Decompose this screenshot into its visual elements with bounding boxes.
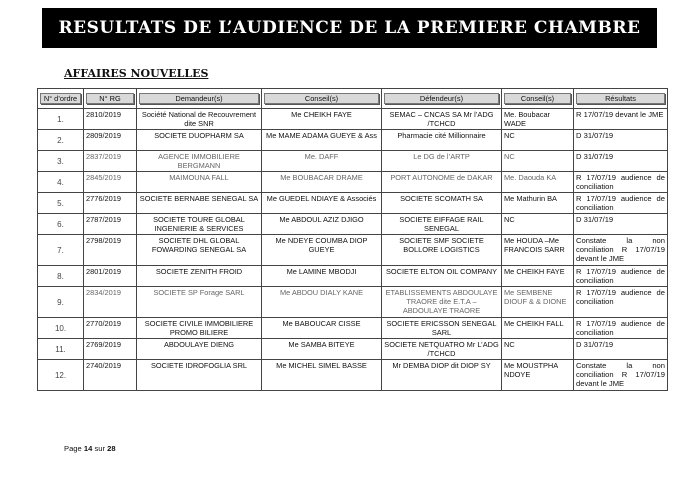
cell-demandeur: AGENCE IMMOBILIERE BERGMANN — [137, 151, 262, 172]
cell-num: 10. — [38, 318, 84, 339]
cell-defendeur: SOCIETE ERICSSON SENEGAL SARL — [382, 318, 502, 339]
cell-conseil-dem: Me BOUBACAR DRAME — [262, 172, 382, 193]
footer-prefix: Page — [64, 444, 82, 453]
cell-conseil-def: Me Mathurin BA — [502, 193, 574, 214]
cell-conseil-def: Me HOUDA –Me FRANCOIS SARR — [502, 235, 574, 266]
cell-rg: 2769/2019 — [84, 339, 137, 360]
cell-defendeur: PORT AUTONOME de DAKAR — [382, 172, 502, 193]
col-header-demandeur: Demandeur(s) — [137, 89, 262, 109]
cell-conseil-dem: Me CHEIKH FAYE — [262, 109, 382, 130]
cell-resultat: Constate la non conciliation R 17/07/19 devant le JME — [574, 360, 668, 391]
table-row — [38, 193, 668, 214]
cell-conseil-dem: Me BABOUCAR CISSE — [262, 318, 382, 339]
table-row — [38, 151, 668, 172]
cell-rg: 2809/2019 — [84, 130, 137, 151]
col-header-defendeur: Défendeur(s) — [382, 89, 502, 109]
col-header-conseil-def: Conseil(s) — [502, 89, 574, 109]
cell-rg: 2801/2019 — [84, 266, 137, 287]
col-header-rg: N° RG — [84, 89, 137, 109]
cell-defendeur: SOCIETE EIFFAGE RAIL SENEGAL — [382, 214, 502, 235]
table-row — [38, 339, 668, 360]
table-row — [38, 235, 668, 266]
table-row — [38, 109, 668, 130]
cell-demandeur: SOCIETE ZENITH FROID — [137, 266, 262, 287]
cell-resultat: R 17/07/19 audience de conciliation — [574, 318, 668, 339]
cell-rg: 2837/2019 — [84, 151, 137, 172]
cell-rg: 2798/2019 — [84, 235, 137, 266]
cell-conseil-dem: Me ABDOU DIALY KANE — [262, 287, 382, 318]
page-footer — [64, 444, 116, 453]
table-row — [38, 130, 668, 151]
cell-resultat: Constate la non conciliation R 17/07/19 devant le JME — [574, 235, 668, 266]
footer-page: 14 — [83, 444, 93, 453]
cell-resultat: D 31/07/19 — [574, 339, 668, 360]
cell-rg: 2787/2019 — [84, 214, 137, 235]
cell-demandeur: SOCIETE TOURE GLOBAL INGENIERIE & SERVICES — [137, 214, 262, 235]
col-header-resultats: Résultats — [574, 89, 668, 109]
cell-resultat: R 17/07/19 devant le JME — [574, 109, 668, 130]
cell-num: 6. — [38, 214, 84, 235]
cell-conseil-dem: Me. DAFF — [262, 151, 382, 172]
cell-num: 3. — [38, 151, 84, 172]
table-row — [38, 287, 668, 318]
cell-resultat: R 17/07/19 audience de conciliation — [574, 266, 668, 287]
cell-conseil-def: Me MOUSTPHA NDOYE — [502, 360, 574, 391]
col-header-num: N° d’ordre — [38, 89, 84, 109]
cell-conseil-def: NC — [502, 130, 574, 151]
footer-sep: sur — [94, 444, 106, 453]
footer-total: 28 — [107, 444, 116, 453]
cell-demandeur: Société National de Recouvrement dite SNR — [137, 109, 262, 130]
cell-resultat: D 31/07/19 — [574, 130, 668, 151]
cell-conseil-dem: Me GUEDEL NDIAYE & Associés — [262, 193, 382, 214]
cell-num: 12. — [38, 360, 84, 391]
cell-num: 4. — [38, 172, 84, 193]
cell-demandeur: MAIMOUNA FALL — [137, 172, 262, 193]
cell-conseil-def: Me SEMBENE DIOUF & & DIONE — [502, 287, 574, 318]
cell-conseil-dem: Me MAME ADAMA GUEYE & Ass — [262, 130, 382, 151]
cell-conseil-def: NC — [502, 151, 574, 172]
cell-resultat: D 31/07/19 — [574, 214, 668, 235]
cell-defendeur: SOCIETE ELTON OIL COMPANY — [382, 266, 502, 287]
col-header-conseil-dem: Conseil(s) — [262, 89, 382, 109]
cell-defendeur: SOCIETE SCOMATH SA — [382, 193, 502, 214]
cell-conseil-dem: Me SAMBA BITEYE — [262, 339, 382, 360]
cell-rg: 2845/2019 — [84, 172, 137, 193]
table-row — [38, 266, 668, 287]
cell-num: 7. — [38, 235, 84, 266]
cell-num: 5. — [38, 193, 84, 214]
cell-conseil-def: Me CHEIKH FALL — [502, 318, 574, 339]
results-table — [37, 88, 668, 391]
page-banner-title: RESULTATS DE L’AUDIENCE DE LA PREMIERE CHAMBRE — [42, 8, 657, 48]
cell-rg: 2810/2019 — [84, 109, 137, 130]
cell-demandeur: SOCIETE BERNABE SENEGAL SA — [137, 193, 262, 214]
cell-num: 9. — [38, 287, 84, 318]
table-row — [38, 214, 668, 235]
table-row — [38, 360, 668, 391]
table-row — [38, 318, 668, 339]
cell-demandeur: SOCIETE IDROFOGLIA SRL — [137, 360, 262, 391]
cell-resultat: R 17/07/19 audience de conciliation — [574, 287, 668, 318]
cell-resultat: D 31/07/19 — [574, 151, 668, 172]
cell-conseil-def: NC — [502, 339, 574, 360]
cell-defendeur: SOCIETE NETQUATRO Mr L’ADG /TCHCD — [382, 339, 502, 360]
cell-rg: 2740/2019 — [84, 360, 137, 391]
cell-conseil-def: Me. Boubacar WADE — [502, 109, 574, 130]
cell-rg: 2776/2019 — [84, 193, 137, 214]
cell-demandeur: SOCIETE CIVILE IMMOBILIERE PROMO BILIERE — [137, 318, 262, 339]
cell-demandeur: SOCIETE DUOPHARM SA — [137, 130, 262, 151]
cell-resultat: R 17/07/19 audience de conciliation — [574, 172, 668, 193]
cell-resultat: R 17/07/19 audience de conciliation — [574, 193, 668, 214]
cell-num: 8. — [38, 266, 84, 287]
cell-conseil-def: Me. Daouda KA — [502, 172, 574, 193]
cell-rg: 2834/2019 — [84, 287, 137, 318]
cell-demandeur: SOCIETE DHL GLOBAL FOWARDING SENEGAL SA — [137, 235, 262, 266]
cell-num: 11. — [38, 339, 84, 360]
cell-conseil-dem: Me LAMINE MBODJI — [262, 266, 382, 287]
cell-defendeur: SOCIETE SMF SOCIETE BOLLORE LOGISTICS — [382, 235, 502, 266]
cell-demandeur: ABDOULAYE DIENG — [137, 339, 262, 360]
cell-num: 2. — [38, 130, 84, 151]
table-header-row — [38, 89, 668, 109]
cell-defendeur: Pharmacie cité Millionnaire — [382, 130, 502, 151]
cell-demandeur: SOCIETE SP Forage SARL — [137, 287, 262, 318]
cell-conseil-dem: Me MICHEL SIMEL BASSE — [262, 360, 382, 391]
cell-num: 1. — [38, 109, 84, 130]
cell-defendeur: Mr DEMBA DIOP dit DIOP SY — [382, 360, 502, 391]
cell-conseil-dem: Me ABDOUL AZIZ DJIGO — [262, 214, 382, 235]
cell-rg: 2770/2019 — [84, 318, 137, 339]
cell-conseil-dem: Me NDEYE COUMBA DIOP GUEYE — [262, 235, 382, 266]
cell-defendeur: Le DG de l’ARTP — [382, 151, 502, 172]
table-row — [38, 172, 668, 193]
cell-defendeur: ETABLISSEMENTS ABDOULAYE TRAORE dite E.T.A – ABDOULAYE TRAORE — [382, 287, 502, 318]
cell-conseil-def: NC — [502, 214, 574, 235]
cell-conseil-def: Me CHEIKH FAYE — [502, 266, 574, 287]
section-title: AFFAIRES NOUVELLES — [64, 67, 209, 80]
cell-defendeur: SEMAC – CNCAS SA Mr l’ADG /TCHCD — [382, 109, 502, 130]
